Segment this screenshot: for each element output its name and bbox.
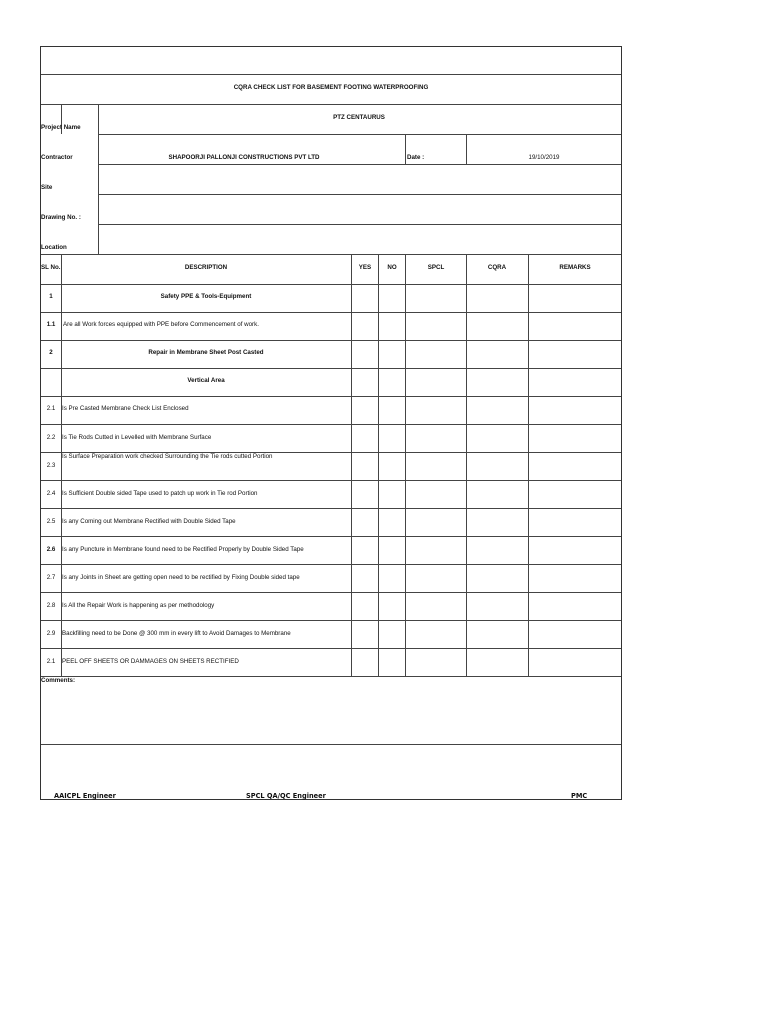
divider	[351, 254, 352, 676]
row-sl: 2.6	[46, 546, 56, 553]
divider	[466, 134, 467, 164]
site-label: Site	[41, 184, 53, 191]
row-sl: 2.3	[46, 462, 56, 469]
row-sl: 1.1	[46, 321, 56, 328]
contractor-value: SHAPOORJI PALLONJI CONSTRUCTIONS PVT LTD	[168, 154, 320, 161]
row-sl: 2.1	[46, 658, 56, 665]
divider	[41, 508, 621, 509]
divider	[41, 620, 621, 621]
comments-label: Comments:	[41, 677, 76, 684]
column-header-remarks: REMARKS	[559, 264, 591, 271]
signature-spcl-qaqc-engineer: SPCL QA/QC Engineer	[246, 792, 326, 800]
divider	[405, 134, 406, 164]
row-description: Is any Joints in Sheet are getting open need to be rectified by Fixing Double sided tape	[62, 574, 300, 581]
divider	[41, 536, 621, 537]
column-header-sl: SL No.	[41, 264, 61, 271]
row-description: Is Pre Casted Membrane Check List Enclosed	[62, 405, 189, 412]
project-name-value: PTZ CENTAURUS	[333, 114, 385, 121]
row-description: Is Tie Rods Cutted in Levelled with Membrane Surface	[62, 434, 212, 441]
row-description: Is Sufficient Double sided Tape used to patch up work in Tie rod Portion	[62, 490, 258, 497]
divider	[41, 480, 621, 481]
column-header-description: DESCRIPTION	[184, 264, 228, 271]
divider	[528, 254, 529, 676]
divider	[98, 194, 621, 195]
divider	[41, 368, 621, 369]
divider	[41, 312, 621, 313]
row-description: PEEL OFF SHEETS OR DAMMAGES ON SHEETS RECTIFIED	[62, 658, 239, 665]
divider	[41, 676, 621, 677]
signature-pmc: PMC	[571, 792, 588, 800]
column-header-no: NO	[387, 264, 397, 271]
row-description: Is any Coming out Membrane Rectified with Double Sided Tape	[62, 518, 236, 525]
row-sl: 2.4	[46, 490, 56, 497]
row-sl: 2	[49, 349, 53, 356]
divider	[41, 592, 621, 593]
divider	[41, 254, 621, 255]
row-sl: 2.8	[46, 602, 56, 609]
column-header-cqra: CQRA	[487, 264, 507, 271]
divider	[466, 254, 467, 676]
row-description: Is Surface Preparation work checked Surrounding the Tie rods cutted Portion	[62, 453, 273, 460]
row-description: Safety PPE & Tools-Equipment	[160, 293, 252, 300]
date-label: Date :	[407, 154, 425, 161]
location-label: Location	[41, 244, 67, 251]
divider	[41, 396, 621, 397]
row-sl: 2.1	[46, 405, 56, 412]
row-description: Repair in Membrane Sheet Post Casted	[148, 349, 264, 356]
divider	[41, 648, 621, 649]
divider	[61, 254, 62, 676]
divider	[98, 104, 99, 254]
row-sl: 2.5	[46, 518, 56, 525]
row-sl: 2.7	[46, 574, 56, 581]
column-header-spcl: SPCL	[427, 264, 445, 271]
row-description: Backfilling need to be Done @ 300 mm in every lift to Avoid Damages to Membrane	[62, 630, 291, 637]
date-value: 19/10/2019	[528, 154, 560, 161]
divider	[41, 74, 621, 75]
row-description: Are all Work forces equipped with PPE before Commencement of work.	[63, 321, 259, 328]
signature-aaicpl-engineer: AAICPL Engineer	[54, 792, 116, 800]
row-description: Is any Puncture in Membrane found need to be Rectified Properly by Double Sided Tape	[62, 546, 304, 553]
column-header-yes: YES	[358, 264, 372, 271]
divider	[98, 164, 621, 165]
divider	[41, 340, 621, 341]
project-name-label: Project Name	[41, 124, 81, 131]
divider	[41, 564, 621, 565]
divider	[98, 134, 621, 135]
row-sl: 2.9	[46, 630, 56, 637]
page-title: CQRA CHECK LIST FOR BASEMENT FOOTING WATERPROOFING	[233, 84, 429, 91]
row-sl: 2.2	[46, 434, 56, 441]
row-description: Is All the Repair Work is happening as per methodology	[62, 602, 215, 609]
contractor-label: Contractor	[41, 154, 73, 161]
divider	[378, 254, 379, 676]
divider	[405, 254, 406, 676]
divider	[41, 424, 621, 425]
row-sl: 1	[49, 293, 53, 300]
divider	[41, 284, 621, 285]
drawing-no-label: Drawing No. :	[41, 214, 81, 221]
divider	[98, 224, 621, 225]
divider	[41, 104, 621, 105]
divider	[41, 744, 621, 745]
checklist-sheet	[40, 46, 622, 800]
row-description: Vertical Area	[187, 377, 225, 384]
